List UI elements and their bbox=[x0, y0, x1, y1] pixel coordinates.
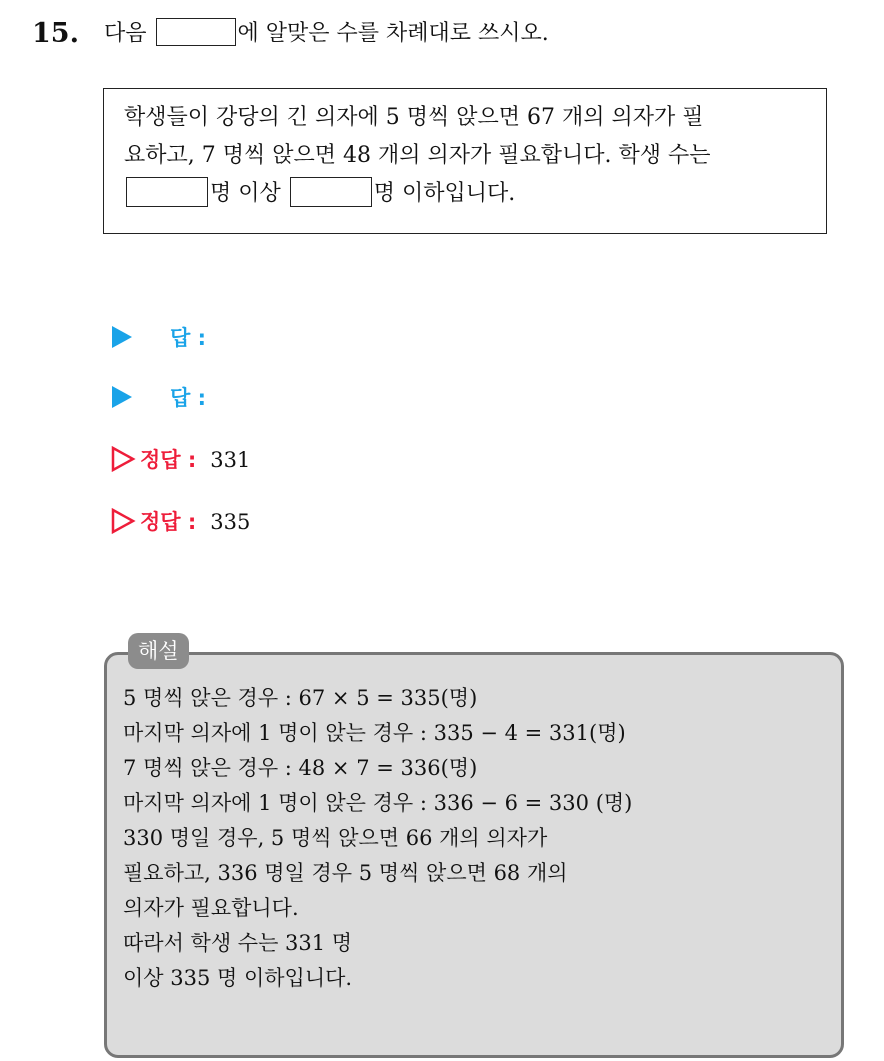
correct-answer-label: 정답 : bbox=[140, 510, 197, 534]
problem-box bbox=[103, 88, 827, 234]
explanation-line: 마지막 의자에 1 명이 앉는 경우 : 335 − 4 = 331(명) bbox=[123, 721, 626, 745]
question-text-after: 에 알맞은 수를 차례대로 쓰시오. bbox=[237, 21, 549, 46]
problem-line-1: 학생들이 강당의 긴 의자에 5 명씩 앉으면 67 개의 의자가 필 bbox=[124, 105, 704, 130]
problem-line-3-a: 명 이상 bbox=[210, 181, 281, 206]
explanation-line: 마지막 의자에 1 명이 앉은 경우 : 336 − 6 = 330 (명) bbox=[123, 791, 633, 815]
explanation-line: 330 명일 경우, 5 명씩 앉으면 66 개의 의자가 bbox=[123, 826, 548, 850]
correct-answer-row-1 bbox=[108, 442, 250, 478]
triangle-outline-icon bbox=[110, 446, 136, 472]
explanation-line: 따라서 학생 수는 331 명 bbox=[123, 931, 353, 955]
triangle-outline-icon bbox=[110, 508, 136, 534]
problem-blank-min bbox=[126, 177, 208, 207]
explanation-line: 의자가 필요합니다. bbox=[123, 896, 299, 920]
correct-answer-value: 331 bbox=[210, 448, 251, 472]
answer-blank-box bbox=[156, 18, 236, 46]
explanation-line: 5 명씩 앉은 경우 : 67 × 5 = 335(명) bbox=[123, 686, 478, 710]
correct-answer-label: 정답 : bbox=[140, 448, 197, 472]
answer-row-1 bbox=[108, 320, 206, 356]
correct-answer-row-2 bbox=[108, 504, 250, 540]
problem-blank-max bbox=[290, 177, 372, 207]
explanation-line: 이상 335 명 이하입니다. bbox=[123, 966, 353, 990]
explanation-line: 7 명씩 앉은 경우 : 48 × 7 = 336(명) bbox=[123, 756, 478, 780]
question-text bbox=[104, 16, 549, 52]
answer-row-2 bbox=[108, 380, 206, 416]
problem-line-2: 요하고, 7 명씩 앉으면 48 개의 의자가 필요합니다. 학생 수는 bbox=[124, 143, 711, 168]
correct-answer-value: 335 bbox=[210, 510, 251, 534]
answer-label: 답 : bbox=[170, 326, 206, 350]
triangle-filled-icon bbox=[112, 326, 132, 348]
question-text-before: 다음 bbox=[104, 21, 147, 46]
problem-line-3 bbox=[124, 175, 806, 213]
explanation-box bbox=[104, 652, 844, 1058]
explanation-line: 필요하고, 336 명일 경우 5 명씩 앉으면 68 개의 bbox=[123, 861, 568, 885]
answer-label: 답 : bbox=[170, 386, 206, 410]
triangle-filled-icon bbox=[112, 386, 132, 408]
explanation-tab: 해설 bbox=[128, 633, 189, 669]
problem-line-3-b: 명 이하입니다. bbox=[373, 181, 516, 206]
question-number: 15. bbox=[32, 18, 79, 49]
